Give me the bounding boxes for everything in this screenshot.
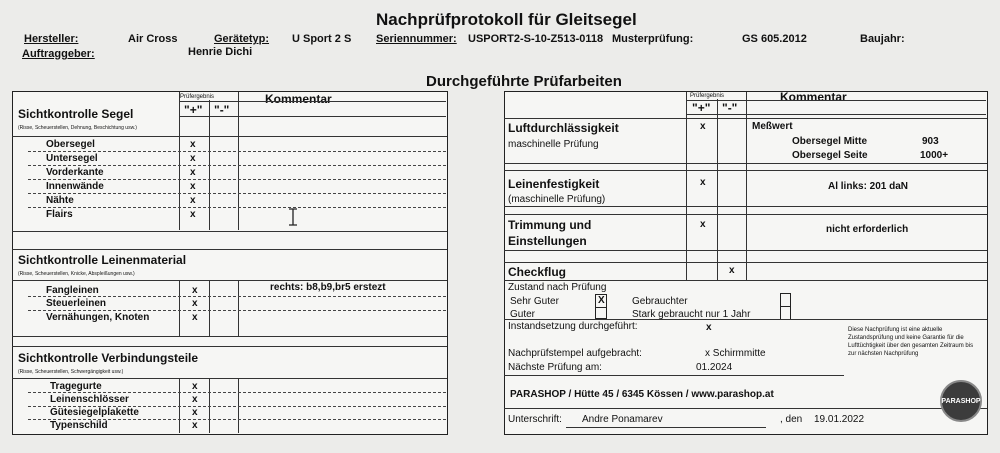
segel-item-label: Innenwände [46, 181, 104, 192]
verbindung-item-mark: x [192, 381, 198, 392]
right-pruefergebnis-header: Prüfergebnis [690, 93, 725, 99]
geraetetyp-value: U Sport 2 S [292, 33, 352, 45]
segel-item-label: Vorderkante [46, 167, 104, 178]
left-pruefergebnis-header: Prüfergebnis [180, 94, 215, 100]
verbindung-item-label: Typenschild [50, 420, 108, 431]
naechste-label: Nächste Prüfung am: [508, 362, 602, 373]
leinenfest-comment: Al links: 201 daN [828, 181, 909, 192]
auftraggeber-value: Henrie Dichi [188, 46, 253, 58]
leinen-sub: (Risse, Scheuerstellen, Knicke, Abspleißungen usw.) [18, 271, 135, 277]
musterpruefung-value: GS 605.2012 [742, 33, 807, 45]
verbindung-item-label: Leinenschlösser [50, 394, 129, 405]
luft-title: Luftdurchlässigkeit [508, 121, 619, 135]
leinen-item-comment: rechts: b8,b9,br5 erstezt [270, 282, 386, 293]
right-kommentar-header: Kommentar [780, 90, 847, 104]
segel-item-mark: x [190, 167, 196, 178]
luft-mitte-label: Obersegel Mitte [792, 136, 868, 147]
leinen-item-mark: x [192, 285, 198, 296]
luft-sub: maschinelle Prüfung [508, 139, 599, 150]
segel-item-mark: x [190, 181, 196, 192]
trimm-mark: x [700, 219, 706, 230]
zustand-stark-checkbox [780, 306, 791, 320]
zustand-guter: Guter [510, 309, 536, 320]
geraetetyp-label: Gerätetyp: [214, 33, 270, 45]
zustand-stark: Stark gebraucht nur 1 Jahr [632, 309, 751, 320]
stempel-value: x Schirmmitte [705, 348, 766, 359]
luft-seite-value: 1000+ [920, 150, 949, 161]
left-minus-header: "-" [214, 103, 230, 117]
leinenfest-mark: x [700, 177, 706, 188]
luft-mark: x [700, 121, 706, 132]
segel-item-mark: x [190, 153, 196, 164]
trimm-title-2: Einstellungen [508, 234, 587, 248]
trimm-comment: nicht erforderlich [826, 224, 909, 235]
luft-mitte-value: 903 [922, 136, 939, 147]
unterschrift-value: Andre Ponamarev [582, 414, 663, 425]
verbindung-title: Sichtkontrolle Verbindungsteile [18, 351, 199, 365]
segel-item-label: Obersegel [46, 139, 95, 150]
verbindung-item-label: Gütesiegelplakette [50, 407, 139, 418]
disclaimer-text: Diese Nachprüfung ist eine aktuelle Zustandsprüfung und keine Garantie für die Lufttüchtigkeit über den gesamten Zeitraum bis zur nächsten Nachprüfung [848, 327, 974, 357]
parashop-seal: PARASHOP [940, 380, 982, 422]
segel-sub: (Risse, Scheuerstellen, Dehnung, Beschichtung usw.) [18, 125, 137, 131]
datum-value: 19.01.2022 [814, 414, 865, 425]
checkflug-mark: x [729, 265, 735, 276]
instand-mark: x [706, 322, 712, 333]
text-cursor-icon [287, 208, 299, 226]
unterschrift-label: Unterschrift: [508, 414, 562, 425]
luft-messwert: Meßwert [752, 121, 793, 132]
verbindung-sub: (Risse, Scheuerstellen, Schwergängigkeit usw.) [18, 369, 124, 375]
segel-item-label: Flairs [46, 209, 73, 220]
segel-item-mark: x [190, 139, 196, 150]
verbindung-item-mark: x [192, 407, 198, 418]
baujahr-label: Baujahr: [860, 33, 905, 45]
leinen-item-label: Steuerleinen [46, 298, 107, 309]
den-label: , den [780, 414, 803, 425]
auftraggeber-label: Auftraggeber: [22, 48, 95, 60]
section-title: Durchgeführte Prüfarbeiten [426, 73, 622, 90]
segel-item-mark: x [190, 209, 196, 220]
right-plus-header: "+" [692, 101, 711, 115]
leinen-item-mark: x [192, 312, 198, 323]
trimm-title-1: Trimmung und [508, 218, 592, 232]
seriennummer-label: Seriennummer: [376, 33, 457, 45]
naechste-value: 01.2024 [696, 362, 733, 373]
zustand-guter-checkbox [595, 307, 607, 319]
stempel-label: Nachprüfstempel aufgebracht: [508, 348, 642, 359]
left-kommentar-header: Kommentar [265, 92, 332, 106]
leinenfest-title: Leinenfestigkeit [508, 177, 600, 191]
leinen-item-mark: x [192, 298, 198, 309]
zustand-title: Zustand nach Prüfung [508, 282, 607, 293]
checkflug-title: Checkflug [508, 265, 567, 279]
hersteller-label: Hersteller: [24, 33, 79, 45]
luft-seite-label: Obersegel Seite [792, 150, 868, 161]
verbindung-item-mark: x [192, 394, 198, 405]
left-plus-header: "+" [184, 103, 203, 117]
page-title: Nachprüfprotokoll für Gleitsegel [376, 10, 637, 29]
segel-title: Sichtkontrolle Segel [18, 107, 134, 121]
address: PARASHOP / Hütte 45 / 6345 Kössen / www.parashop.at [510, 389, 774, 400]
segel-item-label: Nähte [46, 195, 74, 206]
instand-label: Instandsetzung durchgeführt: [508, 321, 638, 332]
leinen-item-label: Fangleinen [46, 285, 99, 296]
verbindung-item-mark: x [192, 420, 198, 431]
segel-item-label: Untersegel [46, 153, 98, 164]
zustand-gebrauchter-checkbox [780, 293, 791, 307]
leinenfest-sub: (maschinelle Prüfung) [508, 194, 606, 205]
leinen-item-label: Vernähungen, Knoten [46, 312, 150, 323]
musterpruefung-label: Musterprüfung: [612, 33, 694, 45]
right-minus-header: "-" [722, 101, 738, 115]
verbindung-item-label: Tragegurte [50, 381, 102, 392]
zustand-sehr-guter: Sehr Guter [510, 296, 559, 307]
leinen-title: Sichtkontrolle Leinenmaterial [18, 253, 187, 267]
segel-item-mark: x [190, 195, 196, 206]
hersteller-value: Air Cross [128, 33, 178, 45]
seriennummer-value: USPORT2-S-10-Z513-0118 [468, 33, 604, 45]
zustand-mark: X [598, 295, 605, 306]
zustand-gebrauchter: Gebrauchter [632, 296, 688, 307]
